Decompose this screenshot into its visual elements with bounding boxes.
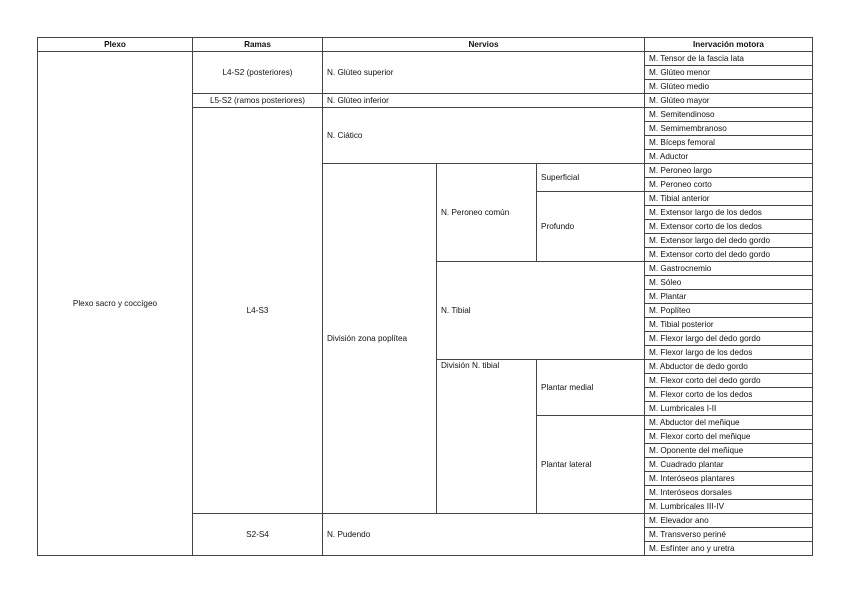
muscle-cell: M. Flexor largo de los dedos bbox=[645, 346, 813, 360]
nervio-cell: N. Ciático bbox=[323, 108, 645, 164]
muscle-cell: M. Flexor corto del meñique bbox=[645, 430, 813, 444]
muscle-cell: M. Poplíteo bbox=[645, 304, 813, 318]
muscle-cell: M. Esfínter ano y uretra bbox=[645, 542, 813, 556]
rama-cell: L4-S2 (posteriores) bbox=[193, 52, 323, 94]
muscle-cell: M. Sóleo bbox=[645, 276, 813, 290]
muscle-cell: M. Abductor del meñique bbox=[645, 416, 813, 430]
nervio-cell: N. Peroneo común bbox=[437, 164, 537, 262]
rama-cell: L5-S2 (ramos posteriores) bbox=[193, 94, 323, 108]
rama-cell: S2-S4 bbox=[193, 514, 323, 556]
muscle-cell: M. Peroneo corto bbox=[645, 178, 813, 192]
rama-cell: L4-S3 bbox=[193, 108, 323, 514]
muscle-cell: M. Oponente del meñique bbox=[645, 444, 813, 458]
muscle-cell: M. Flexor largo del dedo gordo bbox=[645, 332, 813, 346]
muscle-cell: M. Plantar bbox=[645, 290, 813, 304]
muscle-cell: M. Lumbricales III-IV bbox=[645, 500, 813, 514]
subnervio-cell: Superficial bbox=[537, 164, 645, 192]
muscle-cell: M. Aductor bbox=[645, 150, 813, 164]
muscle-cell: M. Interóseos plantares bbox=[645, 472, 813, 486]
muscle-cell: M. Semitendinoso bbox=[645, 108, 813, 122]
nervio-cell: N. Glúteo inferior bbox=[323, 94, 645, 108]
header-nervios: Nervios bbox=[323, 38, 645, 52]
nervio-cell: División N. tibial bbox=[437, 360, 537, 514]
header-row bbox=[38, 38, 813, 52]
table-row bbox=[38, 52, 813, 66]
muscle-cell: M. Extensor largo de los dedos bbox=[645, 206, 813, 220]
muscle-cell: M. Lumbricales I-II bbox=[645, 402, 813, 416]
muscle-cell: M. Glúteo mayor bbox=[645, 94, 813, 108]
nervio-cell: División zona poplítea bbox=[323, 164, 437, 514]
subnervio-cell: Profundo bbox=[537, 192, 645, 262]
muscle-cell: M. Cuadrado plantar bbox=[645, 458, 813, 472]
muscle-cell: M. Transverso periné bbox=[645, 528, 813, 542]
nervio-cell: N. Glúteo superior bbox=[323, 52, 645, 94]
header-ramas: Ramas bbox=[193, 38, 323, 52]
muscle-cell: M. Flexor corto de los dedos bbox=[645, 388, 813, 402]
header-plexo: Plexo bbox=[38, 38, 193, 52]
muscle-cell: M. Abductor de dedo gordo bbox=[645, 360, 813, 374]
muscle-cell: M. Extensor corto de los dedos bbox=[645, 220, 813, 234]
muscle-cell: M. Extensor corto del dedo gordo bbox=[645, 248, 813, 262]
muscle-cell: M. Tensor de la fascia lata bbox=[645, 52, 813, 66]
muscle-cell: M. Extensor largo del dedo gordo bbox=[645, 234, 813, 248]
muscle-cell: M. Peroneo largo bbox=[645, 164, 813, 178]
muscle-cell: M. Tibial posterior bbox=[645, 318, 813, 332]
muscle-cell: M. Gastrocnemio bbox=[645, 262, 813, 276]
subnervio-cell: Plantar medial bbox=[537, 360, 645, 416]
muscle-cell: M. Tibial anterior bbox=[645, 192, 813, 206]
subnervio-cell: Plantar lateral bbox=[537, 416, 645, 514]
nerve-table bbox=[37, 37, 813, 556]
nervio-cell: N. Pudendo bbox=[323, 514, 645, 556]
muscle-cell: M. Semimembranoso bbox=[645, 122, 813, 136]
muscle-cell: M. Flexor corto del dedo gordo bbox=[645, 374, 813, 388]
muscle-cell: M. Bíceps femoral bbox=[645, 136, 813, 150]
muscle-cell: M. Glúteo menor bbox=[645, 66, 813, 80]
muscle-cell: M. Glúteo medio bbox=[645, 80, 813, 94]
plexo-cell: Plexo sacro y coccígeo bbox=[38, 52, 193, 556]
header-inervacion: Inervación motora bbox=[645, 38, 813, 52]
muscle-cell: M. Elevador ano bbox=[645, 514, 813, 528]
muscle-cell: M. Interóseos dorsales bbox=[645, 486, 813, 500]
nervio-cell: N. Tibial bbox=[437, 262, 645, 360]
